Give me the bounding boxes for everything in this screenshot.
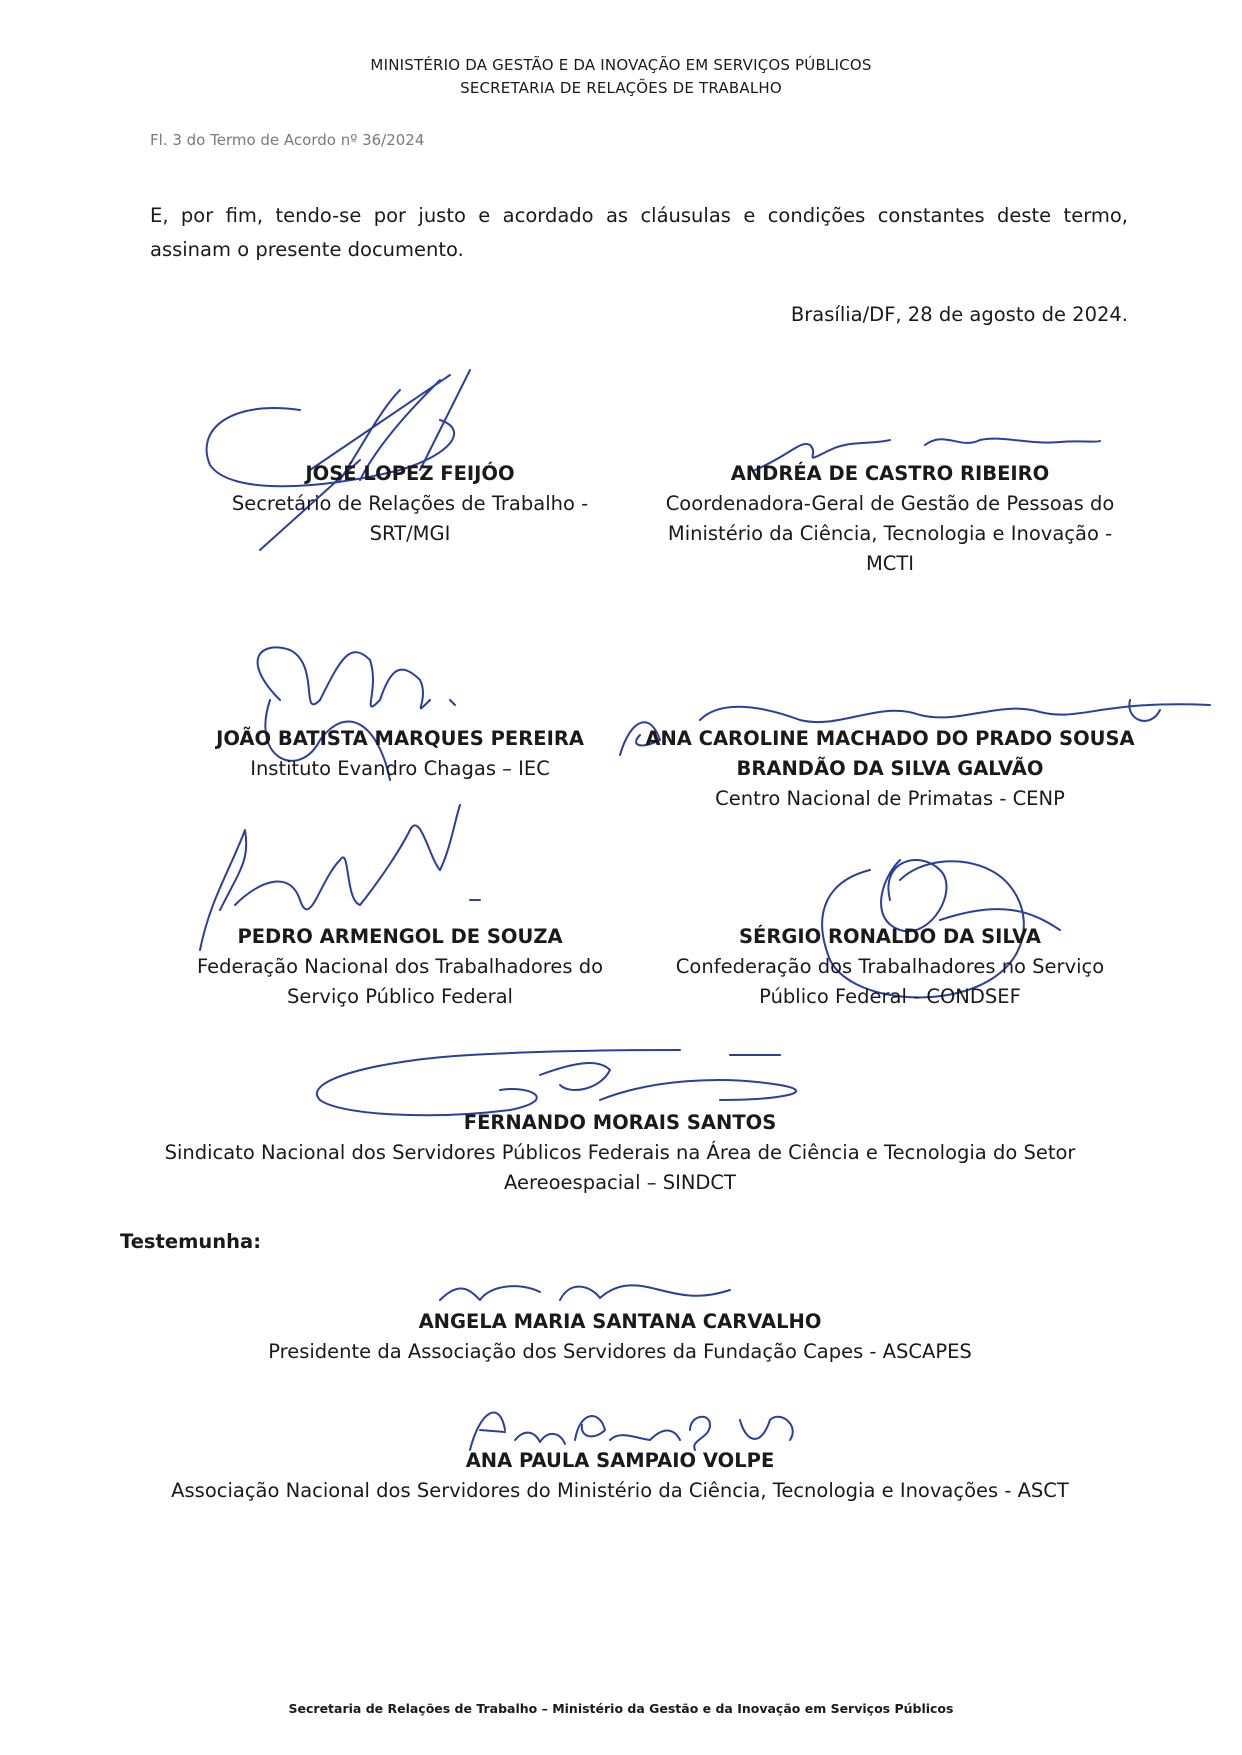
page-footer: Secretaria de Relações de Trabalho – Ministério da Gestão e da Inovação em Serviços Públicos — [288, 1701, 954, 1716]
signatory-role: MCTI — [865, 552, 915, 575]
signature-ana-paula — [470, 1413, 793, 1450]
signatory-role: Ministério da Ciência, Tecnologia e Inovação - — [667, 522, 1113, 545]
ministry-header — [0, 54, 1242, 100]
signatory-role: Coordenadora-Geral de Gestão de Pessoas do — [665, 492, 1115, 515]
signatory-block-cenp — [610, 724, 1170, 814]
folio-reference: Fl. 3 do Termo de Acordo nº 36/2024 — [150, 131, 425, 149]
signatory-block-fenasps — [140, 922, 660, 1012]
witness-role: Presidente da Associação dos Servidores da Fundação Capes - ASCAPES — [268, 1340, 972, 1363]
closing-paragraph: E, por fim, tendo-se por justo e acordado as cláusulas e condições constantes deste termo, assinam o presente documento. — [150, 204, 1128, 261]
header-line-2: SECRETARIA DE RELAÇÕES DE TRABALHO — [460, 79, 782, 97]
witness-label: Testemunha: — [120, 1230, 262, 1253]
signatory-block-iec — [140, 724, 660, 784]
signatory-role: Instituto Evandro Chagas – IEC — [250, 757, 550, 780]
signatory-block-sindct — [120, 1108, 1120, 1198]
signing-date: Brasília/DF, 28 de agosto de 2024. — [790, 303, 1128, 326]
signatory-name: PEDRO ARMENGOL DE SOUZA — [237, 925, 563, 948]
signatory-name: JOSÉ LOPEZ FEIJÓO — [305, 462, 515, 485]
witness-role: Associação Nacional dos Servidores do Ministério da Ciência, Tecnologia e Inovações - ASCT — [171, 1479, 1069, 1502]
signatory-name-continued: BRANDÃO DA SILVA GALVÃO — [736, 757, 1044, 780]
signatory-block-mcti — [640, 459, 1140, 579]
witness-block-ascapes — [120, 1307, 1120, 1367]
signatory-name: SÉRGIO RONALDO DA SILVA — [739, 925, 1041, 948]
witness-name: ANGELA MARIA SANTANA CARVALHO — [418, 1310, 822, 1333]
signature-angela — [440, 1285, 730, 1300]
header-line-1: MINISTÉRIO DA GESTÃO E DA INOVAÇÃO EM SERVIÇOS PÚBLICOS — [370, 56, 872, 74]
signatory-role: Público Federal - CONDSEF — [759, 985, 1021, 1008]
signatory-role: Federação Nacional dos Trabalhadores do — [196, 955, 604, 978]
signatory-name: ANA CAROLINE MACHADO DO PRADO SOUSA — [645, 727, 1135, 750]
signatory-role: Sindicato Nacional dos Servidores Públicos Federais na Área de Ciência e Tecnologia do Setor — [164, 1141, 1076, 1164]
signatory-name: ANDRÉA DE CASTRO RIBEIRO — [730, 462, 1050, 485]
signatory-role: SRT/MGI — [369, 522, 451, 545]
signatory-role: Confederação dos Trabalhadores no Serviço — [675, 955, 1105, 978]
signature-fernando-morais — [317, 1050, 796, 1115]
signatory-role: Secretário de Relações de Trabalho - — [231, 492, 589, 515]
signatory-name: FERNANDO MORAIS SANTOS — [463, 1111, 777, 1134]
signatory-role: Centro Nacional de Primatas - CENP — [715, 787, 1065, 810]
signatory-role: Aereoespacial – SINDCT — [504, 1171, 736, 1194]
signatory-block-srt — [150, 459, 670, 549]
witness-block-asct — [120, 1446, 1120, 1506]
witness-name: ANA PAULA SAMPAIO VOLPE — [465, 1449, 775, 1472]
signatory-name: JOÃO BATISTA MARQUES PEREIRA — [216, 727, 584, 750]
signatory-role: Serviço Público Federal — [287, 985, 513, 1008]
signatory-block-condsef — [640, 922, 1140, 1012]
